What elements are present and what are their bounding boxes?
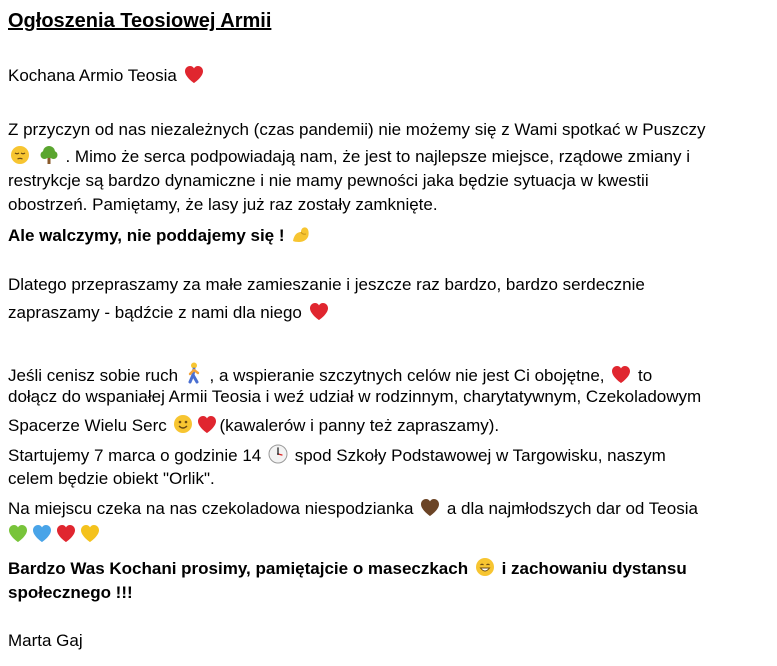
paragraph-3-line-2: dołącz do wspaniałej Armii Teosia i weź udział w rodzinnym, charytatywnym, Czekoladowym: [8, 387, 702, 406]
surprise-line-1: [8, 498, 698, 520]
masks-line-1: [8, 557, 687, 580]
surprise-line-1a: Na miejscu czeka na nas czekoladowa niespodzianka: [8, 499, 414, 518]
paragraph-3-line-1b: , a wspieranie szczytnych celów nie jest Ci obojętne,: [209, 366, 605, 385]
yellow-heart-icon: [80, 524, 100, 543]
paragraph-1-line-4: obostrzeń. Pamiętamy, że lasy już raz zostały zamknięte.: [8, 195, 438, 214]
fight-text: Ale walczymy, nie poddajemy się !: [8, 226, 285, 245]
surprise-line-1b: a dla najmłodszych dar od Teosia: [446, 499, 698, 518]
start-line-1a: Startujemy 7 marca o godzinie 14: [8, 446, 262, 465]
pensive-face-icon: [10, 145, 30, 165]
red-heart-icon: [309, 302, 329, 321]
masks-line-1a: Bardzo Was Kochani prosimy, pamiętajcie o maseczkach: [8, 559, 469, 578]
paragraph-3-line-1c: to: [637, 366, 653, 385]
grinning-face-icon: [475, 557, 495, 577]
paragraph-3-line-1: [8, 362, 652, 387]
tree-icon: [39, 145, 59, 165]
red-heart-icon: [56, 524, 76, 543]
brown-heart-icon: [420, 498, 440, 517]
walking-person-icon: [185, 362, 203, 384]
fight-line: [8, 224, 313, 247]
blue-heart-icon: [32, 524, 52, 543]
masks-line-1b: i zachowaniu dystansu: [501, 559, 687, 578]
paragraph-3-line-3a: Spacerze Wielu Serc: [8, 416, 167, 435]
paragraph-3-line-3: [8, 414, 499, 437]
smiling-face-icon: [173, 414, 193, 434]
start-line-1b: spod Szkoły Podstawowej w Targowisku, naszym: [294, 446, 666, 465]
clock-icon: [268, 444, 288, 464]
start-line-2: celem będzie obiekt "Orlik".: [8, 469, 215, 488]
flexed-biceps-icon: [291, 224, 311, 244]
green-heart-icon: [8, 524, 28, 543]
paragraph-1-line-2-text: . Mimo że serca podpowiadają nam, że jest to najlepsze miejsce, rządowe zmiany i: [65, 147, 691, 166]
masks-line-2: społecznego !!!: [8, 583, 133, 602]
start-line-1: [8, 444, 666, 467]
paragraph-3-line-1a: Jeśli cenisz sobie ruch: [8, 366, 179, 385]
paragraph-2-line-1: Dlatego przepraszamy za małe zamieszanie i jeszcze raz bardzo, bardzo serdecznie: [8, 275, 645, 294]
page-title: Ogłoszenia Teosiowej Armii: [8, 10, 272, 32]
paragraph-1-line-1: Z przyczyn od nas niezależnych (czas pandemii) nie możemy się z Wami spotkać w Puszczy: [8, 120, 706, 139]
paragraph-2-line-2: [8, 302, 331, 324]
red-heart-icon: [184, 65, 204, 84]
greeting-text: Kochana Armio Teosia: [8, 66, 177, 85]
red-heart-icon: [611, 365, 631, 384]
hearts-row: [8, 524, 102, 546]
paragraph-3-line-3b: (kawalerów i panny też zapraszamy).: [219, 416, 500, 435]
paragraph-2-line-2-text: zapraszamy - bądźcie z nami dla niego: [8, 303, 302, 322]
red-heart-icon: [197, 415, 217, 434]
paragraph-1-line-3: restrykcje są bardzo dynamiczne i nie mamy pewności jaka będzie sytuacja w kwestii: [8, 171, 649, 190]
greeting-line: [8, 65, 206, 87]
signature: Marta Gaj: [8, 631, 83, 650]
paragraph-1-line-2: [8, 145, 690, 168]
